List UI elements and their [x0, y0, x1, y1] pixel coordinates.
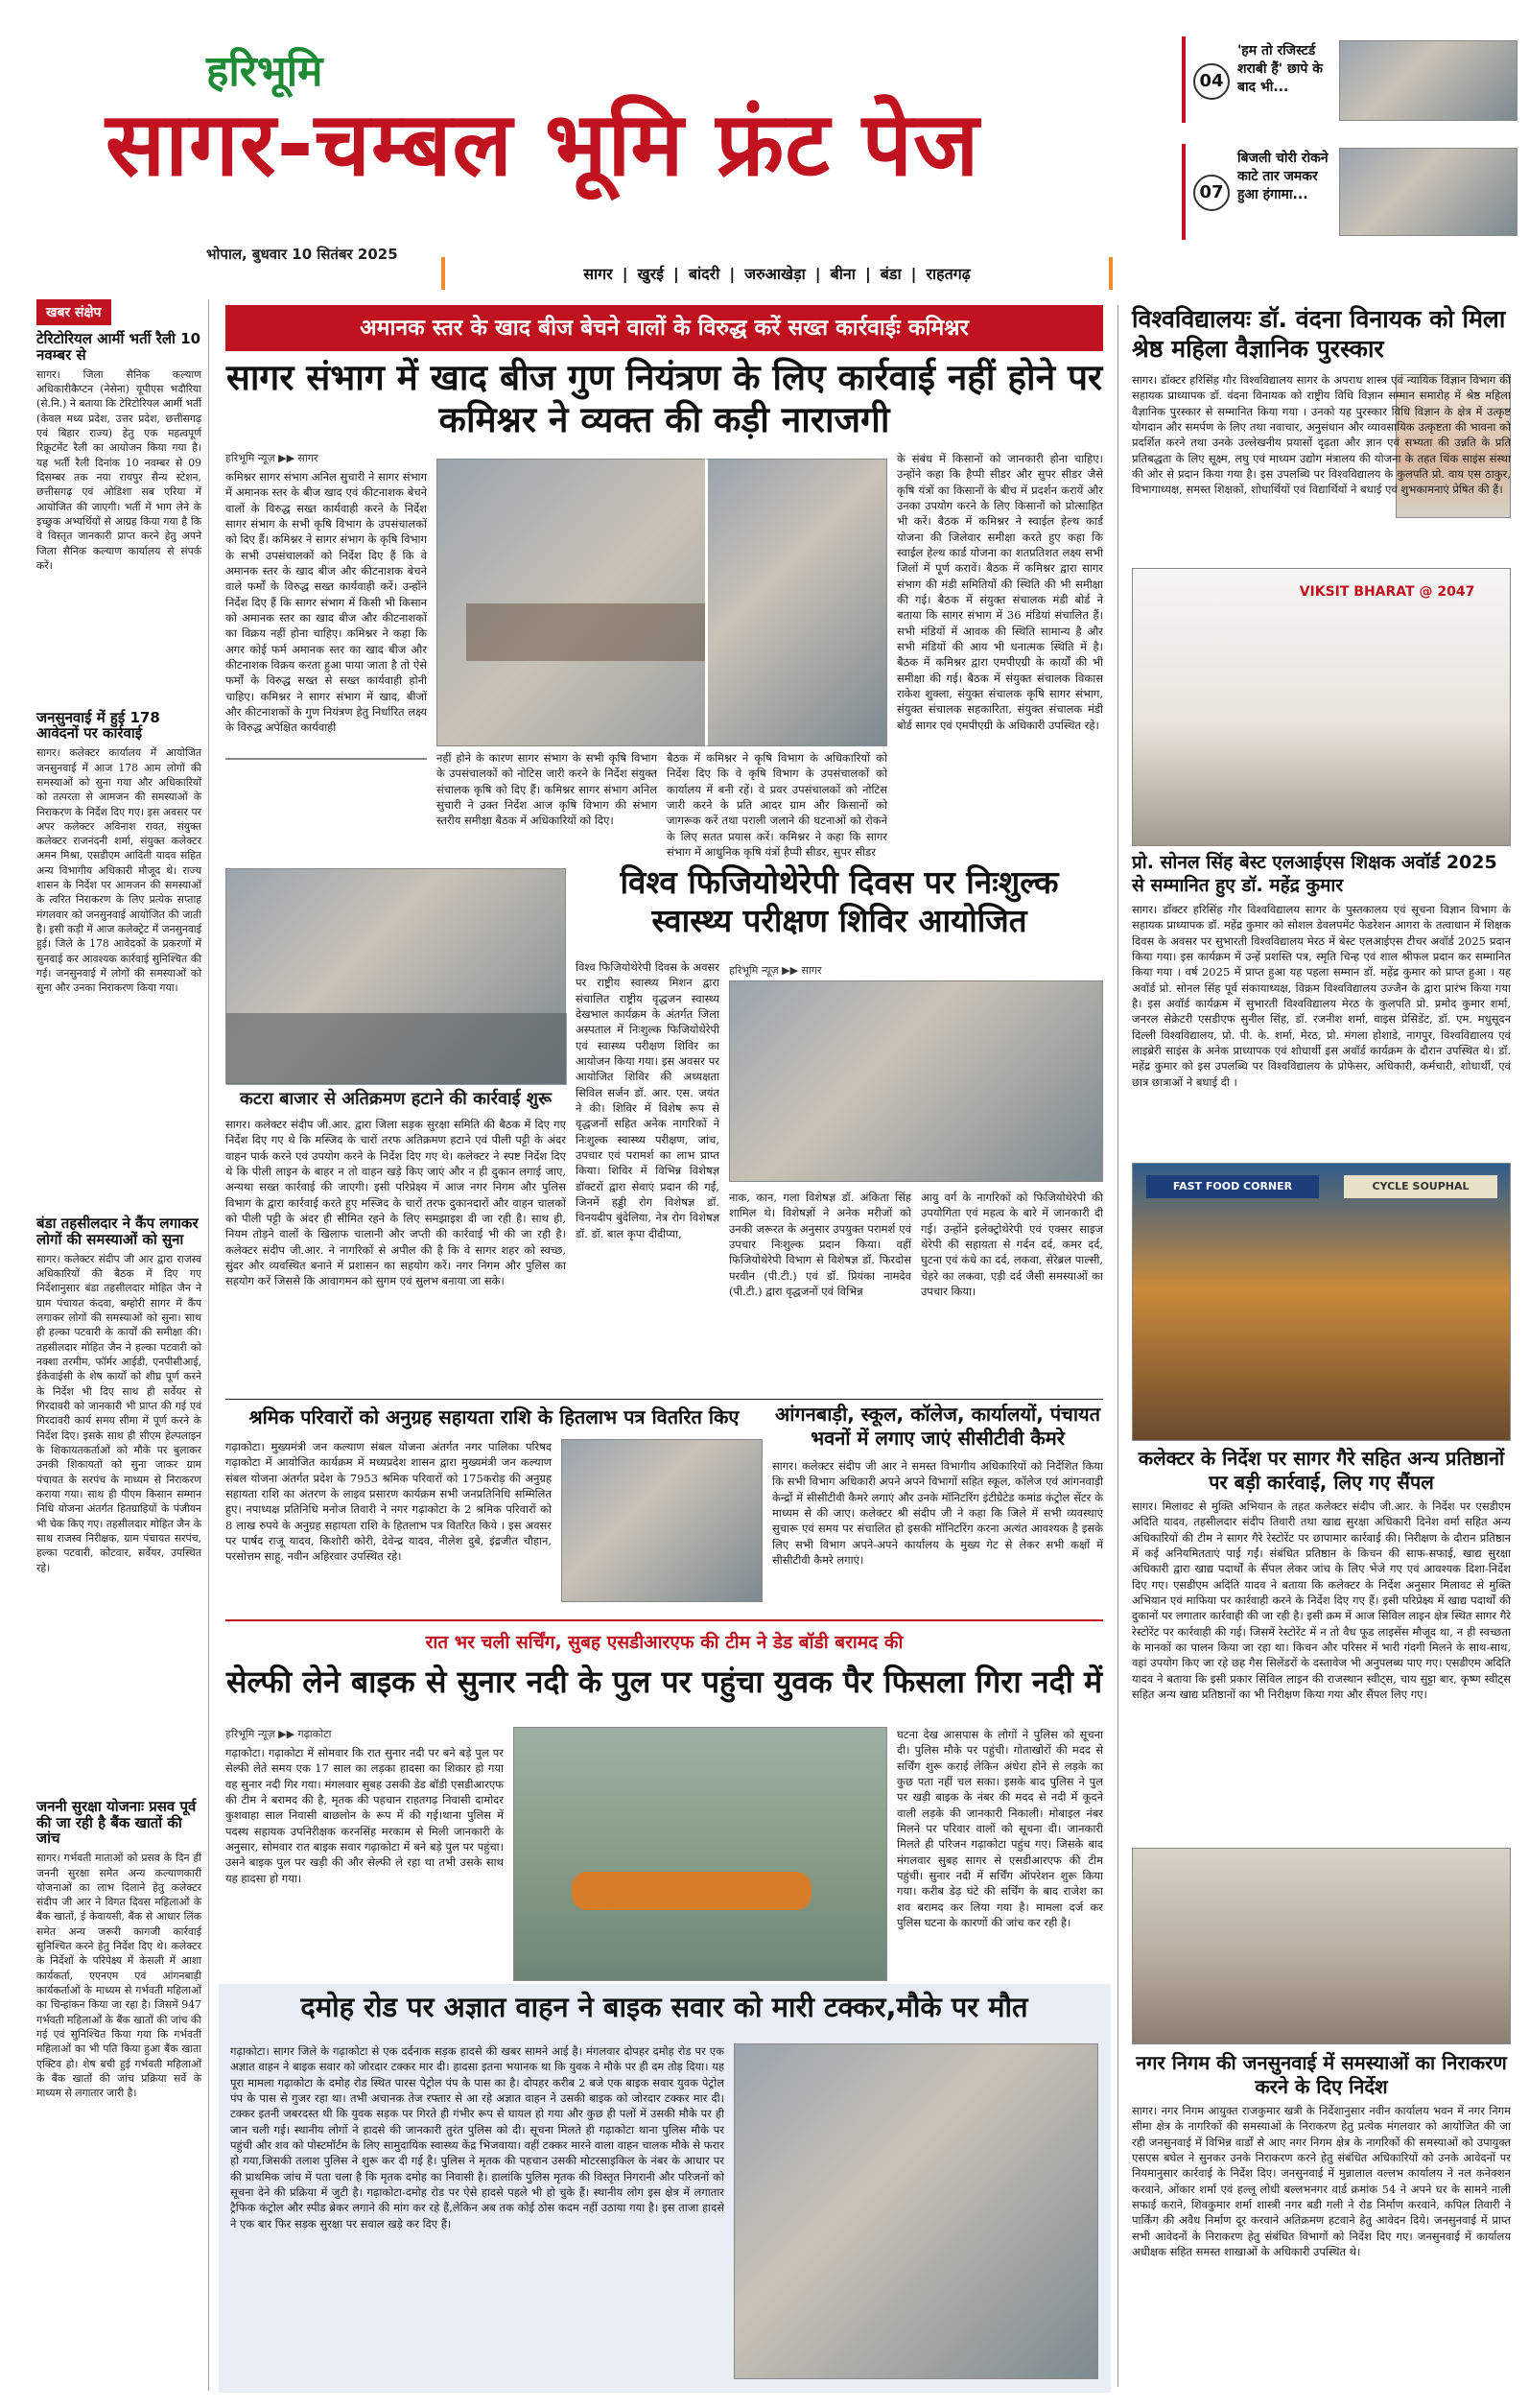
shramik-body: गढ़ाकोटा। मुख्यमंत्री जन कल्याण संबल योजना अंतर्गत नगर पालिका परिषद गढ़ाकोटा में आयोजित कार्यक्रम में मध्यप्रदेश शासन द्वारा मुख्यमंत्री जन कल्याण संबल योजना अंतर्गत प्रदेश के 7953 श्रमिक परिवारों को 175करोड़ की अनुग्रह सहायता राशि का अंतरण के लाइव प्रसारण कार्यक्रम सभी जनप्रतिनिधि सम्मिलित हुए। नपाध्यक्ष प्रतिनिधि मनोज तिवारी ने नगर गढ़ाकोटा के 2 श्रमिक परिवारों को 8 लाख रुपये के अनुग्रह सहायता राशि के हितलाभ पत्र वितरित किये । इस अवसर पर पार्षद राजू यादव, किशोरी कोरी, देवेन्द्र यादव, नीलेश दुबे, इंद्रजीत चौहान, परसोत्तम साहू, नवीन अहिरवार उपस्थित रहे। [225, 1440, 552, 1564]
shramik-photo [561, 1439, 763, 1602]
katra-headline[interactable]: कटरा बाजार से अतिक्रमण हटाने की कार्रवाई शुरू [240, 1089, 552, 1109]
brief-headline: बंडा तहसीलदार ने कैंप लगाकर लोगों की समस्याओं को सुना [36, 1215, 199, 1248]
lead-column-1 [225, 451, 427, 748]
katra-body: सागर। कलेक्टर संदीप जी.आर. द्वारा जिला सड़क सुरक्षा समिति की बैठक में दिए गए निर्देश दिए गए थे कि मस्जिद के चारों तरफ अतिक्रमण हटाने एवं पीली पट्टी के अंदर वाहन पार्क करने एवं उपयोग करने के निर्देश दिए गए थे। कलेक्टर ने स्पष्ट निर्देश दिए थे कि पीली लाइन के बाहर न तो वाहन खड़े किए जाएं और न ही दुकान लगाई जाए, अन्यथा सख्त कार्रवाई की जाएगी। इसी परिप्रेक्ष्य में आज नगर निगम और पुलिस विभाग के द्वारा कार्रवाई करते हुए मस्जिद के चारों तरफ दुकानदारों और वाहन चालकों को पीली पट्टी के अंदर ही सीमित रहने के लिए समझाइश दी जा रही है। साथ ही, नियम तोड़ने वालों के खिलाफ चालानी और जप्ती की कार्रवाई भी की जा रही है। कलेक्टर संदीप जी.आर. ने नागरिकों से अपील की है कि वे सागर शहर को स्वच्छ, सुंदर और व्यवस्थित बनाने में प्रशासन का सहयोग करें। नगर निगम और पुलिस का सहयोग करें जिससे कि आवागमन को सुगम एवं सुलभ बनाया जा सके। [225, 1118, 566, 1288]
lead-kicker: अमानक स्तर के खाद बीज बेचने वालों के विरुद्ध करें सख्त कार्रवाईः कमिश्नर [225, 305, 1103, 351]
teaser-text: बिजली चोरी रोकने काटे तार जमकर हुआ हंगामा... [1237, 151, 1329, 202]
page-title: सागर-चम्बल भूमि फ्रंट पेज [106, 93, 980, 196]
physio-byline [729, 963, 892, 981]
nagar-headline[interactable]: नगर निगम की जनसुनवाई में समस्याओं का निराकरण करने के दिए निर्देश [1136, 2051, 1507, 2098]
city-link[interactable]: सागर [583, 265, 613, 283]
shop-sign: FAST FOOD CORNER [1146, 1175, 1319, 1198]
lead-photo-meeting-2 [705, 459, 887, 746]
city-link[interactable]: राहतगढ़ [926, 265, 971, 283]
shramik-headline[interactable]: श्रमिक परिवारों को अनुग्रह सहायता राशि के हितलाभ पत्र वितरित किए [248, 1405, 740, 1428]
physio-body-continued [576, 1186, 719, 1395]
award-ceremony-photo [1132, 568, 1511, 846]
physio-headline[interactable]: विश्व फिजियोथेरेपी दिवस पर निःशुल्क स्वास्थ्य परीक्षण शिविर आयोजित [620, 863, 1059, 940]
byline: हरिभूमि न्यूज़ ▶▶ सागर [225, 452, 318, 464]
damoh-headline[interactable]: दमोह रोड पर अज्ञात वाहन ने बाइक सवार को मारी टक्कर,मौके पर मौत [300, 1991, 1028, 2023]
dateline: भोपाल, बुधवार 10 सितंबर 2025 [206, 246, 398, 263]
brief-body: सागर। कलेक्टर कार्यालय में आयोजित जनसुनवाई में आज 178 आम लोगों की समस्याओं को सुना गया और अधिकारियों को तत्परता से आमजन की समस्याओं के निराकरण के निर्देश दिए गए। इस अवसर पर अपर कलेक्टर अविनाश रावत, संयुक्त कलेक्टर राजनंदनी शर्मा, संयुक्त कलेक्टर अमन मिश्रा, एसडीएम आदिती यादव सहित अन्य विभागीय अधिकारी मौजूद थे। राज्य शासन के निर्देश पर आमजन की समस्याओं के त्वरित निराकरण के लिए प्रत्येक सप्ताह मंगलवार को जनसुनवाई आयोजित की जाती है। इसी कड़ी में आज कलेक्ट्रेट में जनसुनवाई हुई। जिले के 178 आवेदकों के प्रकरणों में सुनवाई कर आवश्यक कार्रवाई सुनिश्चित की गई। जनसुनवाई में लोगों की समस्याओं को सुना और उनका निराकरण किया गया। [36, 746, 201, 995]
brief-body: सागर। गर्भवती माताओं को प्रसव के दिन ही जननी सुरक्षा समेत अन्य कल्याणकारी योजनाओं का लाभ दिलाने हेतु कलेक्टर संदीप जी आर ने विगत दिवस महिलाओं के बैंक खातों, ई केवायसी, बैंक से आधार लिंक समेत अन्य जरूरी कागजी कार्रवाई सुनिश्चित करने हेतु निर्देश दिए थे। कलेक्टर के निर्देशों के परिपेक्ष्य में केसली में आशा कार्यकर्ता, एएनएम एवं आंगनबाड़ी कार्यकर्ताओं के माध्यम से गर्भवती महिलाओं का चिन्हांकन किया जा रहा है। जिसमें 947 गर्भवती महिलाओं के बैंक खातों की जांच की गई एवं सुनिश्चित किया गया कि गर्भवती महिलाओं का भी पति किया हुआ बैंक खाता एक्टिव हो। शेष बची हुई गर्भवती महिलाओं के बैंक खातों की जांच प्रक्रिया सर्वे के माध्यम से लगातार जारी है। [36, 1852, 201, 2100]
teaser-1[interactable] [1182, 36, 1516, 123]
city-link[interactable]: बांदरी [688, 265, 720, 283]
city-link[interactable]: जरुआखेड़ा [744, 265, 806, 283]
lead-column-3 [667, 750, 887, 859]
teaser-2[interactable] [1182, 144, 1516, 240]
section-label: खबर संक्षेप [36, 299, 111, 325]
brief-body: सागर। कलेक्टर संदीप जी आर द्वारा राजस्व अधिकारियों की बैठक में दिए गए निर्देशानुसार बंडा तहसीलदार मोहित जैन ने ग्राम पंचायत कंदवा, बम्होरी सागर में कैंप लगाकर लोगों की समस्याओं को सुना। साथ ही हल्का पटवारी के कार्यों की समीक्षा की। तहसीलदार मोहित जैन ने हल्का पटवारी को नक्शा तरमीम, फॉर्मर आईडी, एनपीसीआई, ईकेवाईसी के शेष कार्यों को शीघ्र पूर्ण करने के निर्देश भी दिए साथ ही सर्वेयर से गिरदावरी को जानकारी भी प्राप्त की गई एवं गिरदावरी कार्य समय सीमा में पूर्ण करने के निर्देश दिए। इसके साथ ही सीएम हेल्पलाइन के शिकायतकर्ताओं को मौके पर बुलाकर उनकी शिकायतों को सुना जाकर ग्राम पंचायत के सरपंच के माध्यम से निराकरण कराया गया। साथ ही पीएम किसान सम्मान निधि योजना अंतर्गत हितग्राहियों के पंजीयन भी चेक किए गए। तहसीलदार मोहित जैन के साथ राजस्व निरीक्षक, ग्राम पंचायत सरपंच, हल्का पटवारी, कोटवार, सर्वेयर, उपस्थित रहे। [36, 1252, 201, 1574]
cctv-body: सागर। कलेक्टर संदीप जी आर ने समस्त विभागीय अधिकारियों को निर्देशित किया कि सभी विभाग अधिकारी अपने अपने विभागों सहित स्कूल, कॉलेज एवं आंगनवाड़ी केन्द्रों में सीसीटीवी कैमरे लगाएं और उनके मॉनिटरिंग इंटीग्रेटेड कमांड कंट्रोल सेंटर के माध्यम से की जाए। कलेक्टर श्री संदीप जी ने कहा कि जिले में सभी व्यवस्थाएं सुचारू एवं समय पर संचालित हो इसकी मॉनिटरिंग करना अत्यंत आवश्यक है इसके लिए सभी विभाग अपने-अपने कार्यालय के मुख्य गेट से लेकर सभी कक्षों में सीसीटीवी कैमरे लगाएं। [772, 1459, 1103, 1567]
teaser-page-number: 04 [1193, 63, 1230, 100]
shop-sign: CYCLE SOUPHAL [1344, 1175, 1497, 1198]
river-headline[interactable]: सेल्फी लेने बाइक से सुनार नदी के पुल पर पहुंचा युवक पैर फिसला गिरा नदी में [225, 1664, 1103, 1700]
lead-column-2 [436, 750, 657, 856]
physio-body: आयु वर्ग के नागरिकों को फिजियोथेरेपी की उपयोगिता एवं महत्व के बारे में जानकारी दी गई। उन्होंने इलेक्ट्रोथेरेपी एवं एक्सर साइज थेरेपी की सहायता से गर्दन दर्द, कमर दर्द, घुटना एवं कंधे का दर्द, लकवा, सेरेब्रल पाल्सी, चेहरे का लकवा, एड़ी दर्द जैसी समस्याओं का उपचार किया। [921, 1191, 1103, 1298]
award1-body: सागर। डॉक्टर हरिसिंह गौर विश्वविद्यालय सागर के अपराध शास्त्र एवं न्यायिक विज्ञान विभाग की सहायक प्राध्यापक डॉ. वंदना विनायक को राष्ट्रीय विधि विज्ञान सम्मान समारोह में श्रेष्ठ महिला वैज्ञानिक पुरस्कार से सम्मानित किया गया । उनको यह पुरस्कार विधि विज्ञान के क्षेत्र में उत्कृष्ट योगदान और समर्पण के लिए तथा नवाचार, अनुसंधान और व्यावसायिक उत्कृष्टता की भावना को प्रदर्शित करने तथा उनके उल्लेखनीय प्रयासों दृढ़ता और ज्ञान एवं सभ्यता की उन्नति के प्रति प्रतिबद्धता के लिए सूक्ष्म, लघु एवं माध्यम उद्योग मंत्रालय की योजना के तहत थिंक साइंस संस्था की ओर से प्रदान किया गया है। इस उपलब्धि पर विश्वविद्यालय के कुलपति प्रो. वाय एस ठाकुर, विभागाध्यक्ष, समस्त शिक्षकों, शोधार्थियों एवं विद्यार्थियों ने बधाई एवं शुभकामनाएं प्रेषित की हैं। [1132, 373, 1511, 497]
lead-body: नहीं होने के कारण सागर संभाग के सभी कृषि विभाग के उपसंचालकों को नोटिस जारी करने के निर्देश संयुक्त संचालक कृषि को दिए हैं। कमिश्नर सागर संभाग अनिल सुचारी ने उक्त निर्देश आज कृषि विभाग की संभाग स्तरीय समीक्षा बैठक में अधिकारियों को दिए। [436, 751, 657, 828]
katra-bazaar-photo [225, 868, 566, 1084]
city-link[interactable]: खुरई [637, 265, 665, 283]
award2-body: सागर। डॉक्टर हरिसिंह गौर विश्वविद्यालय सागर के पुस्तकालय एवं सूचना विज्ञान विभाग के सहायक प्राध्यापक डॉ. महेंद्र कुमार को सोशल डेवलपमेंट फेडरेशन आगरा के तत्वाधान में शिक्षक दिवस के अवसर पर सुभारती विश्वविद्यालय मेरठ में बेस्ट एलआईएस टीचर अवॉर्ड 2025 प्रदान किया गया। इस कार्यक्रम में उन्हें प्रशस्ति पत्र, स्मृति चिन्ह एवं शाल श्रीफल प्रदान कर सम्मानित किया गया । वर्ष 2025 में प्राप्त हुआ यह पहला सम्मान डॉ. महेंद्र कुमार को प्राप्त हुआ । यह अवॉर्ड प्रो. सोनल सिंह पूर्व संकायाध्यक्ष, विक्रम विश्वविद्यालय उज्जैन के द्वारा प्रारंभ किया गया है। इस अवॉर्ड कार्यक्रम में सुभारती विश्वविद्यालय मेरठ के कुलपति प्रो. प्रमोद कुमार शर्मा, जनरल सेक्रेटरी एसडीएफ सुनील सिंह, डॉ. रजनीश शर्मा, वाइस प्रेसिडेंट, डॉ. एम. मधुसूदन दिल्ली विश्वविद्यालय, प्रो. पी. के. शर्मा, मेरठ, प्रो. मंगला होशाडे, नागपुर, विश्वविद्यालय एवं लाइब्रेरी साइंस के अनेक प्राध्यापक एवं शोधार्थी इस अवॉर्ड कार्यक्रम के दौरान उपस्थित थे। डॉ. महेंद्र कुमार को इस उपलब्धि पर विश्वविद्यालय के प्रोफेसर, अधिकारी, कर्मचारी, शोधार्थी, एवं छात्र छात्राओं ने बधाई दी । [1132, 903, 1511, 1089]
city-strip: सागर | खुरई | बांदरी | जरुआखेड़ा | बीना | बंडा | राहतगढ़ [441, 257, 1113, 290]
river-body: घटना देख आसपास के लोगों ने पुलिस को सूचना दी। पुलिस मौके पर पहुंची। गोताखोरों की मदद से सर्चिंग शुरू कराई लेकिन अंधेरा होने से लड़के का कुछ पता नहीं चल सका। इसके बाद पुलिस ने पुल पर खड़ी बाइक के नंबर की मदद से नदी में कूदने वाली लड़के की जानकारी निकाली। मोबाइल नंबर मिलने पर परिवार वालों को सूचना दी। जानकारी मिलते ही परिजन गढ़ाकोटा पहुंच गए। जिसके बाद मंगलवार सुबह सागर से एसडीआरएफ की टीम पहुंची। सुनार नदी में सर्चिंग ऑपरेशन शुरू किया गया। करीब डेढ़ घंटे की सर्चिंग के बाद राजेश का शव बरामद कर लिया गया है। मामला दर्ज कर पुलिस घटना के कारणों की जांच कर रही है। [897, 1728, 1103, 1929]
lead-body: के संबंध में किसानों को जानकारी होना चाहिए। उन्होंने कहा कि हैप्पी सीडर और सुपर सीडर जैसे कृषि यंत्रों का किसानों के बीच में प्रदर्शन करायें और उनका उपयोग करने के लिए किसानों को प्रोत्साहित भी करें। बैठक में कमिश्नर ने स्वाईल हेल्थ कार्ड योजना की जिलेवार समीक्षा करते हुए कहा कि स्वाईल हेल्थ कार्ड योजना का शतप्रतिशत लक्ष्य सभी जिलों में पूर्ण करावें। बैठक में कमिश्नर द्वारा सागर संभाग की मंडी समितियों की स्थिति की भी समीक्षा की गई। बैठक में संयुक्त संचालक मंडी बोर्ड ने बताया कि सागर संभाग में 36 मंडियां संचालित हैं। सभी मंडियों में आवक की स्थिति सामान्य है और सभी मंडियों की आय भी धनात्मक स्थिति में है। बैठक में कमिश्नर द्वारा एमपीएग्री के कार्यों की भी समीक्षा की गई। बैठक में संयुक्त संचालक विकास राकेश शुक्ला, संयुक्त संचालक कृषि सागर संभाग, संयुक्त संचालक सहकारिता, संयुक्त संचालक मंडी बोर्ड सागर एवं एमपीएग्री के अधिकारी उपस्थित रहे। [897, 452, 1103, 732]
lead-headline[interactable]: सागर संभाग में खाद बीज गुण नियंत्रण के लिए कार्रवाई नहीं होने पर कमिश्नर ने व्यक्त की कड़ी नाराजगी [225, 357, 1103, 441]
teaser-text: 'हम तो रजिस्टर्ड शराबी हैं' छापे के बाद भी... [1237, 43, 1323, 95]
brand-logo: हरिभूमि [206, 47, 323, 96]
news-brief-column [36, 299, 209, 2391]
cctv-headline[interactable]: आंगनबाड़ी, स्कूल, कॉलेज, कार्यालयों, पंचायत भवनों में लगाए जाएं सीसीटीवी कैमरे [774, 1403, 1101, 1450]
teaser-photo [1339, 40, 1517, 121]
river-rescue-photo [513, 1727, 887, 1981]
river-column-1 [225, 1727, 504, 1981]
river-body: गढ़ाकोटा। गढ़ाकोटा में सोमवार कि रात सुनार नदी पर बने बड़े पुल पर सेल्फी लेते समय एक 17 साल का लड़का हादसा का शिकार हो गया वह सुनार नदी गिर गया। मंगलवार सुबह उसकी डेड बॉडी एसडीआरएफ की टीम ने बरामद की है, मृतक की पहचान राहतगढ़ निवासी दामोदर कुशवाहा साल निवासी बाछलोन के रूप में की गई।थाना पुलिस में पदस्थ सहायक उपनिरीक्षक करनसिंह मरकाम से मिली जानकारी के अनुसार, सोमवार रात बाइक सवार गढ़ाकोटा में बने बड़े पुल पर पहुंचा। उसने बाइक पुल पर खड़ी की और सेल्फी ले रहा था तभी उसके साथ यह हादसा हो गया। [225, 1746, 504, 1885]
physio-body: विश्व फिजियोथेरेपी दिवस के अवसर पर राष्ट्रीय स्वास्थ्य मिशन द्वारा संचालित राष्ट्रीय वृद्धजन स्वास्थ्य देखभाल कार्यक्रम के अंतर्गत जिला अस्पताल में निःशुल्क फिजियोथेरेपी एवं स्वास्थ्य परीक्षण शिविर का आयोजन किया गया। इस अवसर पर आयोजित शिविर की अध्यक्षता सिविल सर्जन डॉ. आर. एस. जयंत ने की। शिविर में विशेष रूप से वृद्धजनों सहित अनेक नागरिकों ने निःशुल्क स्वास्थ्य परीक्षण, जांच, उपचार एवं परामर्श का लाभ प्राप्त किया। शिविर में विभिन्न विशेषज्ञ डॉक्टरों द्वारा सेवाएं प्रदान की गईं, जिनमें हड्डी रोग विशेषज्ञ डॉ. विनयदीप बुंदेलिया, नेत्र रोग विशेषज्ञ डॉ. डॉ. बाल कृपा दीदीप्या, [576, 960, 719, 1240]
physio-camp-photo [729, 980, 1103, 1182]
banner-text: VIKSIT BHARAT @ 2047 [1299, 584, 1475, 600]
food-headline[interactable]: कलेक्टर के निर्देश पर सागर गैरे सहित अन्य प्रतिष्ठानों पर बड़ी कार्रवाई, लिए गए सैंपल [1138, 1447, 1505, 1494]
food-body: सागर। मिलावट से मुक्ति अभियान के तहत कलेक्टर संदीप जी.आर. के निर्देश पर एसडीएम अदिति यादव, तहसीलदार संदीप तिवारी तथा खाद्य सुरक्षा अधिकारी दिनेश वर्मा सहित अन्य अधिकारियों की टीम ने सागर गैरे रेस्टोरेंट पर छापामार कार्रवाई की। निरीक्षण के दौरान प्रतिष्ठान में कई अनियमितताएं पाई गईं। संबंधित प्रतिष्ठान के किचन की साफ-सफाई, खाद्य सुरक्षा अधिकारी द्वारा खाद्य पदार्थों के सैंपल लेकर जांच के लिए भेजे गए एवं आवश्यक दिशा-निर्देश दिए गए। एसडीएम अदिति यादव ने बताया कि कलेक्टर के निर्देश अनुसार मिलावट से मुक्ति अभियान एवं माफिया पर कार्रवाही करने के निर्देश दिए गए हैं। इसी परिप्रेक्ष्य में खाद्य पदार्थों की दुकानों पर लगातार कार्रवाही की जा रही है। इसी क्रम में आज सिविल लाइन क्षेत्र स्थित सागर गैरे रेस्टोरेंट पर कार्रवाही की गई। जिसमें रेस्टोरेंट में न तो वैध फूड लाइसेंस मौजूद था, न ही स्वच्छता के मानकों का पालन किया जा रहा था। किचन और परिसर में भारी गंदगी मिलने के साथ-साथ, वहां उपयोग किए जा रहे छह गैस सिलेंडरों के दस्तावेज भी अनुपलब्ध पाए गए। एसडीएम अदिति यादव ने बताया कि इसी प्रकार सिविल लाइन की राजस्थान स्वीट्स, चाय सुट्टा बार, कृष्ण स्वीट्स सहित अन्य खाद्य प्रतिष्ठानों का भी निरीक्षण किया गया और सैंपल लिए गए। [1132, 1499, 1511, 1701]
brief-headline: जननी सुरक्षा योजनाः प्रसव पूर्व की जा रही है बैंक खातों की जांच [36, 1797, 197, 1848]
award1-headline[interactable]: विश्वविद्यालयः डॉ. वंदना विनायक को मिला श्रेष्ठ महिला वैज्ञानिक पुरस्कार [1132, 305, 1506, 363]
damoh-accident-photo [734, 2043, 1098, 2379]
nagar-body: सागर। नगर निगम आयुक्त राजकुमार खत्री के निर्देशानुसार नवीन कार्यालय भवन में नगर निगम सीमा क्षेत्र के नागरिकों की समस्याओं के निराकरण हेतु प्रत्येक मंगलवार को आयोजित की जा रही जनसुनवाई में विभिन्न वार्डों से आए नगर निगम क्षेत्र के नागरिकों की समस्याओं को उपायुक्त एसएस बघेल ने सुनकर उनके निराकरण करने हेतु संबंधित अधिकारियों को उनके आवेदनों पर नियमानुसार कार्रवाई के निर्देश दिए। जनसुनवाई में मुन्नालाल वल्लभ कार्यालय ने नल कनेक्शन करवाने, ओंकार शर्मा एवं हल्लू लोधी बल्लभनगर वार्ड क्रमांक 54 ने अपने घर के सामने नाली सफाई कराने, शिवकुमार शर्मा शास्त्री नगर बडी गली ने रोड निर्माण करवाने, कपिल तिवारी ने पार्किंग की अवैध निर्माण दूर करवाने अतिक्रमण हटवाने हेतु आवेदन दिये। जनसुनवाई में प्राप्त सभी आवेदनों के निराकरण हेतु संबंधित विभागों को निर्देश दिए गए। जनसुनवाई में कार्यालय अधीक्षक सहित समस्त शाखाओं के अधिकारी उपस्थित थे। [1132, 2104, 1511, 2258]
teaser-photo [1339, 148, 1517, 236]
physio-column-3 [921, 1190, 1103, 1396]
damoh-body: गढ़ाकोटा। सागर जिले के गढ़ाकोटा से एक दर्दनाक सड़क हादसे की खबर सामने आई है। मंगलवार दोपहर दमोह रोड पर एक अज्ञात वाहन ने बाइक सवार को जोरदार टक्कर मार दी। हादसा इतना भयानक था कि युवक ने मौके पर ही दम तोड़ दिया। यह पूरा मामला गढ़ाकोटा के दमोह रोड स्थित पारस पेट्रोल पंप के पास का है। दोपहर करीब 2 बजे एक बाइक सवार युवक पेट्रोल पंप के पास से गुजर रहा था। तभी अचानक तेज रफ्तार से आ रहे अज्ञात वाहन ने उसकी बाइक को जोरदार टक्कर मार दी। टक्कर इतनी जबरदस्त थी कि युवक सड़क पर गिरते ही गंभीर रूप से घायल हो गया और कुछ ही पलों में उसकी मौके पर ही जान चली गई। स्थानीय लोगों ने हादसे की जानकारी तुरंत पुलिस को दी। सूचना मिलते ही गढ़ाकोटा थाना पुलिस मौके पर पहुंची और शव को पोस्टमॉर्टम के लिए सामुदायिक स्वास्थ्य केंद्र भिजवाया। वहीं टक्कर मारने वाला वाहन चालक मौके से फरार हो गया,जिसकी तलाश पुलिस ने शुरू कर दी गई है। पुलिस ने मृतक की पहचान उसकी मोटरसाइकिल के नंबर के आधार पर की प्राथमिक जांच में पता चला है कि मृतक दमोह का निवासी है। हालांकि पुलिस मृतक की विस्तृत निगरानी और परिजनों को सूचना देने की प्रक्रिया में जुटी है। गढ़ाकोटा-दमोह रोड पर ऐसे हादसे पहले भी हो चुके हैं। स्थानीय लोग इस क्षेत्र में लगातार ट्रैफिक कंट्रोल और स्पीड ब्रेकर लगाने की मांग कर रहे हैं,लेकिन अब तक कोई ठोस कदम नहीं उठाया गया है। इस ताजा हादसे ने एक बार फिर सड़क सुरक्षा पर सवाल खड़े कर दिए हैं। [230, 2044, 724, 2231]
byline: हरिभूमि न्यूज़ ▶▶ गढ़ाकोटा [225, 1728, 332, 1740]
river-kicker: रात भर चली सर्चिंग, सुबह एसडीआरएफ की टीम ने डेड बॉडी बरामद की [425, 1632, 904, 1653]
nagar-nigam-photo [1132, 1848, 1511, 2044]
river-column-2 [897, 1727, 1103, 1981]
award2-headline[interactable]: प्रो. सोनल सिंह बेस्ट एलआईएस शिक्षक अवॉर्ड 2025 से सम्मानित हुए डॉ. महेंद्र कुमार [1132, 852, 1497, 896]
physio-column-2 [729, 1190, 911, 1396]
brief-headline: जनसुनवाई में हुई 178 आवेदनों पर कार्रवाई [36, 708, 160, 743]
city-link[interactable]: बंडा [880, 265, 902, 283]
teaser-page-number: 07 [1193, 175, 1230, 211]
physio-column-1 [576, 959, 719, 1240]
brief-body: सागर। जिला सैनिक कल्याण अधिकारीकैप्टन (नेसेना) यूपीएस भदौरिया (से.नि.) ने बताया कि टेरिटोरियल आर्मी भर्ती (केवल मध्य प्रदेश, उत्तर प्रदेश, छत्तीसगढ़ एवं बिहार राज्य) हेतु एक महत्वपूर्ण रिक्रूटमेंट रैली का आयोजन किया गया है। यह भर्ती रैली दिनांक 10 नवम्बर से 09 दिसम्बर तक नया रायपुर सैन्य स्टेशन, छत्तीसगढ़ एवं ओडिशा सब एरिया में आयोजित की जाएगी। भर्ती में भाग लेने के इच्छुक अभ्यर्थियों से आग्रह किया गया है कि वे विस्तृत जानकारी प्राप्त करने हेतु अपने जिला सैनिक कल्याण कार्यालय से संपर्क करें। [36, 367, 201, 572]
rescue-boat-shape [572, 1872, 812, 1910]
brief-headline: टेरिटोरियल आर्मी भर्ती रैली 10 नवम्बर से [36, 330, 201, 364]
byline: हरिभूमि न्यूज़ ▶▶ सागर [729, 964, 822, 977]
spacer [225, 758, 427, 760]
city-link[interactable]: बीना [830, 265, 856, 283]
physio-body: नाक, कान, गला विशेषज्ञ डॉ. अंकिता सिंह शामिल थे। विशेषज्ञों ने अनेक मरीजों को उनकी जरूरत के अनुसार उपयुक्त परामर्श एवं उपचार निःशुल्क प्रदान किया। वहीं फिजियोथेरेपी विभाग से विशेषज्ञ डॉ. फिरदोस परवीन (पी.टी.) एवं डॉ. प्रियंका नामदेव (पी.टी.) द्वारा वृद्धजनों एवं विभिन्न [729, 1191, 911, 1298]
lead-body: कमिश्नर सागर संभाग अनिल सुचारी ने सागर संभाग में अमानक स्तर के बीज खाद एवं कीटनाशक बेचने वालों के विरुद्ध सख्त कार्यवाही करने के निर्देश सागर संभाग के सभी कृषि विभाग के उपसंचालकों को दिए हैं। कमिश्नर ने सागर संभाग के कृषि विभाग के सभी उपसंचालकों को निर्देश दिए हैं कि वे अमानक स्तर के खाद बीज और कीटनाशक बेचने वाले फर्मों के विरुद्ध सख्त कार्यवाही करें। उन्होंने निर्देश दिए हैं कि सागर संभाग में किसी भी किसान को अमानक स्तर का खाद बीज और कीटनाशकों का विक्रय नहीं होना चाहिए। कमिश्नर ने कहा कि अगर कोई फर्म अमानक स्तर का खाद बीज और कीटनाशक विक्रय करता हुआ पाया जाता है तो ऐसे फर्मों के विरुद्ध सख्त से सख्त कार्यवाही होनी चाहिए। कमिश्नर ने सागर संभाग में खाद, बीजों और कीटनाशकों के गुण नियंत्रण हेतु निर्धारित लक्ष्य के विरुद्ध अपेक्षित कार्यवाही [225, 470, 427, 735]
lead-column-4 [897, 451, 1103, 748]
food-raid-photo [1132, 1163, 1511, 1441]
lead-body: बैठक में कमिश्नर ने कृषि विभाग के अधिकारियों को निर्देश दिए कि वे कृषि विभाग के उपसंचालकों को कार्यालय में बनी रहें। वे प्रवर उपसंचालकों को नोटिस जारी करने के प्रति आदर ग्राम और किसानों को जागरूक करें तथा पराली जलाने की घटनाओं को रोकने के लिए सतत प्रयास करें। कमिश्नर ने कहा कि सागर संभाग में आधुनिक कृषि यंत्रों हैप्पी सीडर, सुपर सीडर [667, 751, 887, 859]
